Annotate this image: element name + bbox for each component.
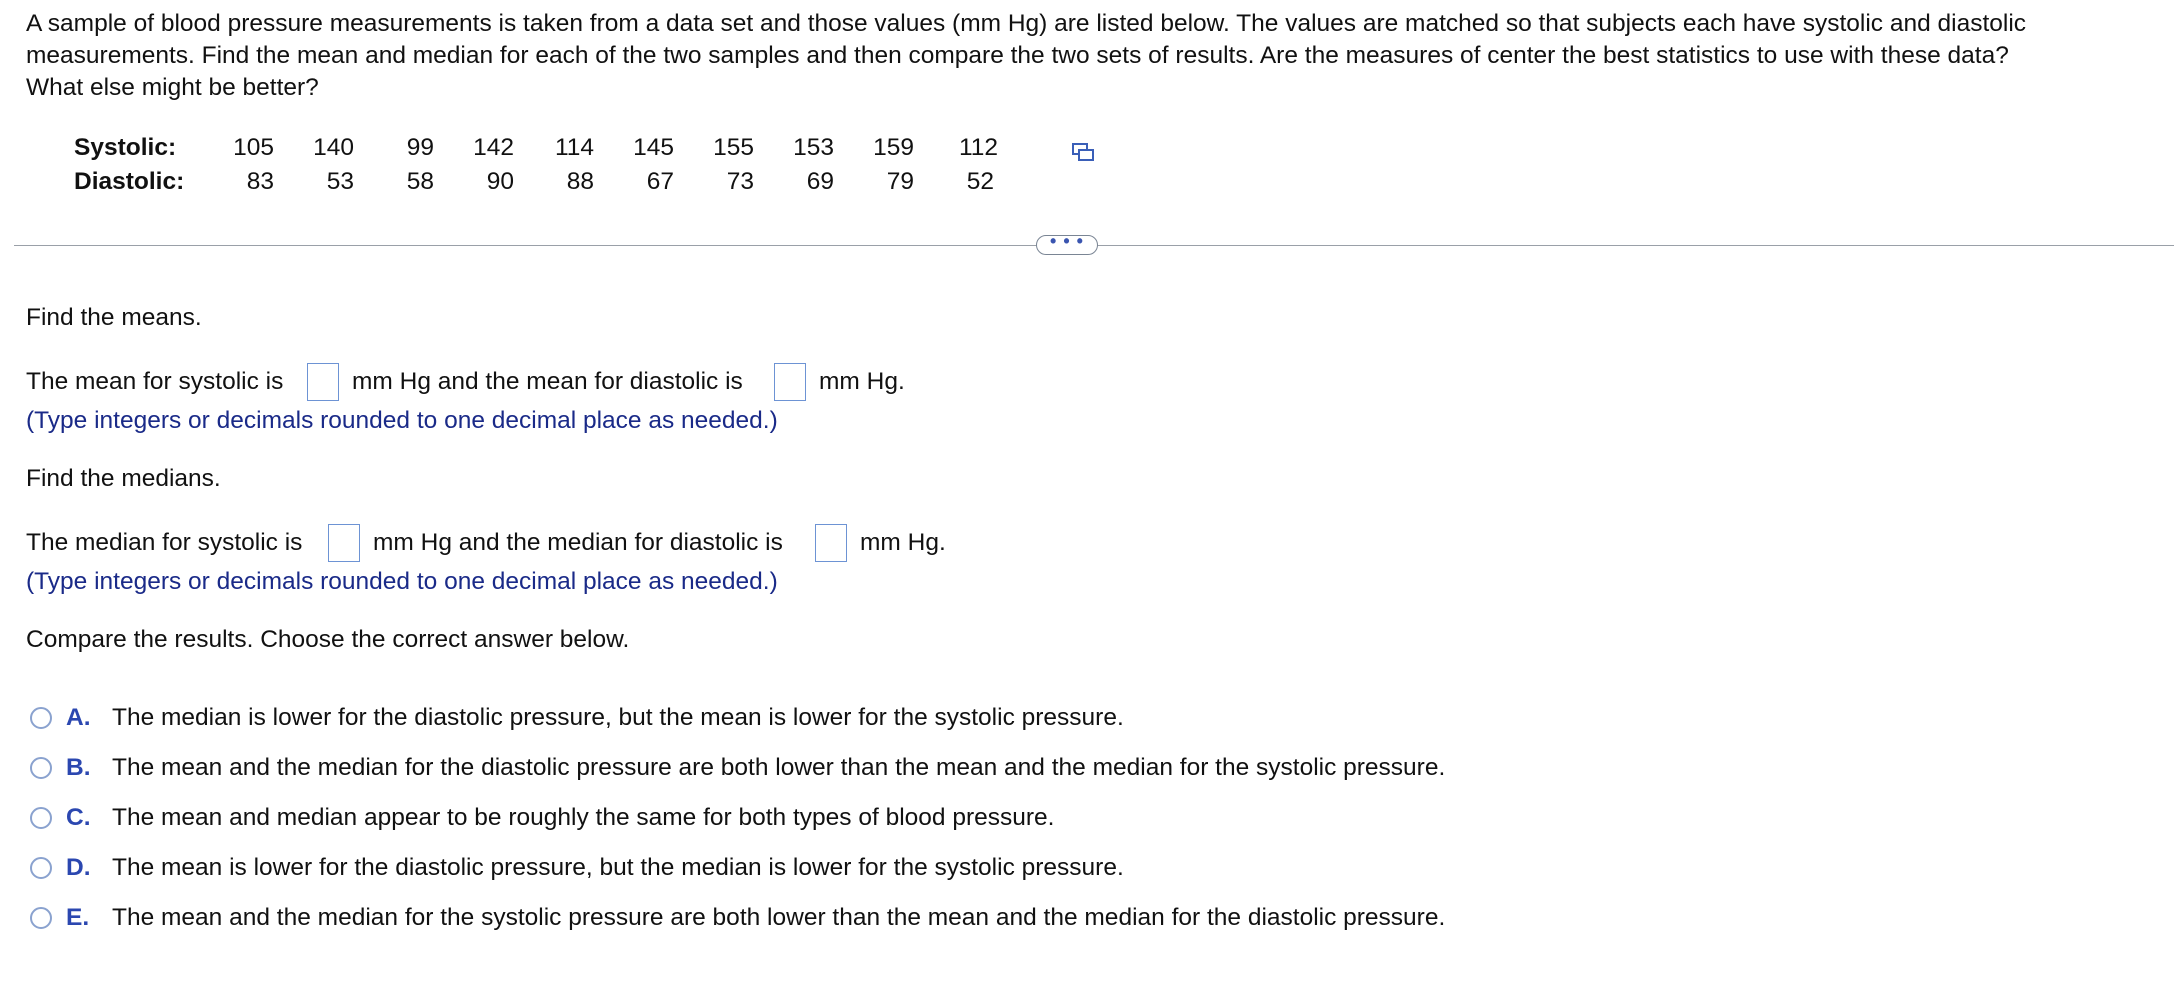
diastolic-value: 73 xyxy=(726,168,754,195)
systolic-value: 159 xyxy=(873,134,914,161)
radio-c[interactable] xyxy=(30,807,52,829)
radio-b[interactable] xyxy=(30,757,52,779)
radio-a[interactable] xyxy=(30,707,52,729)
choice-d[interactable] xyxy=(30,850,1124,886)
medians-prompt: Find the medians. xyxy=(26,465,221,492)
choice-letter: D. xyxy=(66,854,91,881)
choice-letter: A. xyxy=(66,704,91,731)
means-sentence-end: mm Hg. xyxy=(819,368,905,395)
diastolic-value: 58 xyxy=(406,168,434,195)
choice-a[interactable] xyxy=(30,700,1124,736)
diastolic-value: 88 xyxy=(566,168,594,195)
choice-e[interactable] xyxy=(30,900,1445,936)
systolic-mean-input[interactable] xyxy=(307,363,339,401)
diastolic-value: 79 xyxy=(886,168,914,195)
choice-letter: B. xyxy=(66,754,91,781)
diastolic-value: 83 xyxy=(246,168,274,195)
systolic-value: 105 xyxy=(233,134,274,161)
problem-line: A sample of blood pressure measurements is taken from a data set and those values (mm Hg) are listed below. The values are matched so that subjects each have systolic and diastolic xyxy=(26,10,2027,37)
means-sentence-mid: mm Hg and the mean for diastolic is xyxy=(352,368,743,395)
choice-b[interactable] xyxy=(30,750,1445,786)
show-more-button[interactable] xyxy=(1036,231,1098,255)
systolic-value: 99 xyxy=(406,134,434,161)
more-dots-icon: • • • xyxy=(1050,231,1084,251)
diastolic-label: Diastolic: xyxy=(74,168,185,195)
systolic-value: 140 xyxy=(313,134,354,161)
means-hint: (Type integers or decimals rounded to one decimal place as needed.) xyxy=(26,407,778,434)
medians-hint: (Type integers or decimals rounded to one decimal place as needed.) xyxy=(26,568,778,595)
radio-e[interactable] xyxy=(30,907,52,929)
copy-data-icon[interactable] xyxy=(1072,143,1094,161)
diastolic-value: 53 xyxy=(326,168,354,195)
choice-letter: C. xyxy=(66,804,91,831)
systolic-value: 145 xyxy=(633,134,674,161)
choice-letter: E. xyxy=(66,904,90,931)
choice-text: The mean and the median for the diastolic pressure are both lower than the mean and the median for the systolic pressure. xyxy=(112,754,1446,781)
problem-line: measurements. Find the mean and median for each of the two samples and then compare the two sets of results. Are the measures of center the best statistics to use with these data? xyxy=(26,42,2009,69)
medians-sentence-end: mm Hg. xyxy=(860,529,946,556)
medians-sentence-mid: mm Hg and the median for diastolic is xyxy=(373,529,783,556)
diastolic-median-input[interactable] xyxy=(815,524,847,562)
diastolic-value: 69 xyxy=(806,168,834,195)
systolic-value: 112 xyxy=(958,134,998,161)
diastolic-mean-input[interactable] xyxy=(774,363,806,401)
choice-text: The mean and the median for the systolic pressure are both lower than the mean and the median for the diastolic pressure. xyxy=(112,904,1446,931)
means-sentence-start: The mean for systolic is xyxy=(26,368,284,395)
diastolic-value: 90 xyxy=(486,168,514,195)
systolic-value: 153 xyxy=(793,134,834,161)
choice-text: The mean is lower for the diastolic pressure, but the median is lower for the systolic pressure. xyxy=(112,854,1124,881)
means-prompt: Find the means. xyxy=(26,304,202,331)
problem-line: What else might be better? xyxy=(26,74,319,101)
compare-prompt: Compare the results. Choose the correct answer below. xyxy=(26,626,630,653)
radio-d[interactable] xyxy=(30,857,52,879)
diastolic-value: 52 xyxy=(966,168,994,195)
choice-text: The median is lower for the diastolic pressure, but the mean is lower for the systolic pressure. xyxy=(112,704,1124,731)
systolic-value: 155 xyxy=(713,134,754,161)
choice-c[interactable] xyxy=(30,800,1054,836)
systolic-median-input[interactable] xyxy=(328,524,360,562)
diastolic-value: 67 xyxy=(646,168,674,195)
choice-text: The mean and median appear to be roughly the same for both types of blood pressure. xyxy=(112,804,1055,831)
problem-statement xyxy=(26,8,2156,104)
systolic-label: Systolic: xyxy=(74,134,177,161)
systolic-value: 114 xyxy=(554,134,594,161)
systolic-value: 142 xyxy=(473,134,514,161)
medians-sentence-start: The median for systolic is xyxy=(26,529,303,556)
